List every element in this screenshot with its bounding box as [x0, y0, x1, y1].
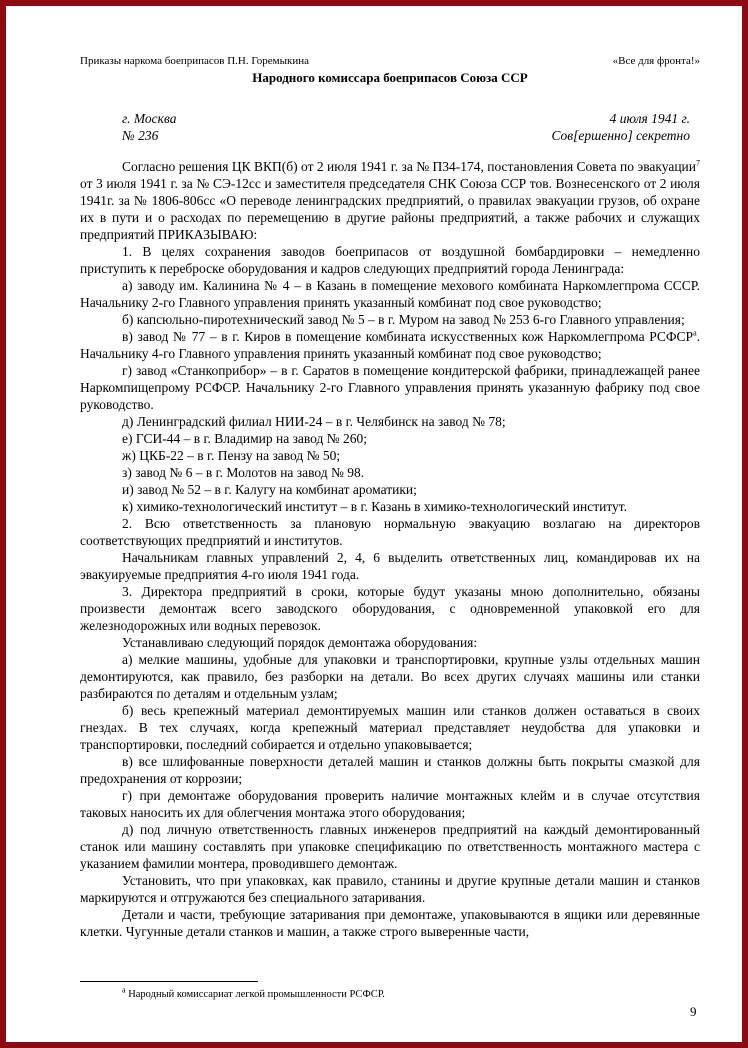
paragraph: Начальникам главных управлений 2, 4, 6 выделить ответственных лиц, командировав их на эвакуируемые предприятия 4-го июля 1941 года.	[80, 550, 700, 582]
footnote-ref: а	[693, 328, 697, 338]
paragraph: в) завод № 77 – в г. Киров в помещение комбината искусственных кож Наркомлегпрома $РСФСР^а$. Начальнику 4-го Главного управления принять указанный комбинат под свое руководство;	[80, 328, 700, 361]
meta-date: 4 июля 1941 г.	[609, 111, 690, 126]
running-header-left: Приказы наркома боеприпасов П.Н. Горемыкина	[80, 55, 309, 67]
paragraph: и) завод № 52 – в г. Калугу на комбинат ароматики;	[122, 482, 417, 497]
paragraph: г) завод «Станкоприбор» – в г. Саратов в помещение кондитерской фабрики, принадлежащей ранее Наркомпищепрому РСФСР. Начальнику 2-го Главного управления принять указанную фабрику под свое руководство.	[80, 363, 700, 412]
paragraph: а) заводу им. Калинина № 4 – в Казань в помещение мехового комбината Наркомлегпрома СССР. Начальнику 2-го Главного управления принять указанный комбинат под свое руководство;	[80, 278, 700, 310]
document-meta	[122, 110, 690, 146]
footnote	[122, 985, 385, 1001]
paragraph: д) Ленинградский филиал НИИ-24 – в г. Челябинск на завод № 78;	[122, 414, 506, 429]
footnote-ref: 7	[696, 158, 700, 168]
paragraph: Детали и части, требующие затаривания при демонтаже, упаковываются в ящики или деревянные клетки. Чугунные детали станков и машин, а также строго выверенные части,	[80, 907, 700, 939]
paragraph: 2. Всю ответственность за плановую нормальную эвакуацию возлагаю на директоров соответствующих предприятий и институтов.	[80, 516, 700, 548]
footnote-divider	[80, 981, 258, 982]
running-header-right: «Все для фронта!»	[612, 55, 700, 67]
paragraph: Согласно решения ЦК ВКП(б) от 2 июля 1941 г. за № П34-174, постановления Совета по эвакуации$^7$ от 3 июля 1941 г. за № СЭ-12сс и заместителя председателя СНК Союза ССР тов. Вознесенского от 2 июля 1941г. за № 1806-806сс «О переводе ленинградских предприятий, о правилах эвакуации грузов, об охране их в пути и о расходах по перемещению в другие районы предприятий, а также рабочих и служащих предприятий ПРИКАЗЫВАЮ:	[80, 158, 700, 242]
paragraph: в) все шлифованные поверхности деталей машин и станков должны быть покрыты смазкой для предохранения от коррозии;	[80, 754, 700, 786]
document-title: Народного комиссара боеприпасов Союза ССР	[252, 70, 528, 85]
paragraph: Устанавливаю следующий порядок демонтажа оборудования:	[122, 635, 478, 650]
meta-secrecy: Сов[ершенно] секретно	[551, 128, 690, 143]
document-body	[80, 158, 700, 940]
meta-city: г. Москва	[122, 111, 177, 126]
paragraph: д) под личную ответственность главных инженеров предприятий на каждый демонтированный станок или машину составлять при упаковке спецификацию по ответственность монтажного мастера с указанием фамилии монтера, проводившего демонтаж.	[80, 822, 700, 871]
page-number: 9	[690, 1004, 697, 1019]
paragraph: к) химико-технологический институт – в г. Казань в химико-технологический институт.	[122, 499, 628, 514]
meta-number: № 236	[122, 128, 159, 143]
paragraph: з) завод № 6 – в г. Молотов на завод № 98.	[122, 465, 365, 480]
paragraph: е) ГСИ-44 – в г. Владимир на завод № 260;	[122, 431, 368, 446]
footnote-text: Народный комиссариат легкой промышленности РСФСР.	[125, 989, 385, 1000]
running-header	[80, 54, 700, 68]
footnote-mark: а	[122, 985, 126, 995]
document-page	[80, 54, 700, 940]
paragraph: б) весь крепежный материал демонтируемых машин или станков должен оставаться в своих гнездах. В тех случаях, когда крепежный материал представляет неудобства для упаковки и транспортировки, последний собирается и отдельно упаковывается;	[80, 703, 700, 752]
paragraph: 1. В целях сохранения заводов боеприпасов от воздушной бомбардировки – немедленно приступить к переброске оборудования и кадров следующих предприятий города Ленинграда:	[80, 244, 700, 276]
paragraph: а) мелкие машины, удобные для упаковки и транспортировки, крупные узлы отдельных машин демонтируются, как правило, без разборки на детали. Во всех других случаях машины или станки разбираются по деталям и отдельным узлам;	[80, 652, 700, 701]
paragraph: ж) ЦКБ-22 – в г. Пензу на завод № 50;	[122, 448, 341, 463]
paragraph: г) при демонтаже оборудования проверить наличие монтажных клейм и в случае отсутствия таковых наносить их для облегчения монтажа этого оборудования;	[80, 788, 700, 820]
paragraph: 3. Директора предприятий в сроки, которые будут указаны мною дополнительно, обязаны произвести демонтаж всего заводского оборудования, с одновременной упаковкой его для железнодорожных или водных перевозок.	[80, 584, 700, 633]
paragraph: б) капсюльно-пиротехнический завод № 5 – в г. Муром на завод № 253 6-го Главного управления;	[122, 312, 685, 327]
paragraph: Установить, что при упаковках, как правило, станины и другие крупные детали машин и станков маркируются и отгружаются без специального затаривания.	[80, 873, 700, 905]
